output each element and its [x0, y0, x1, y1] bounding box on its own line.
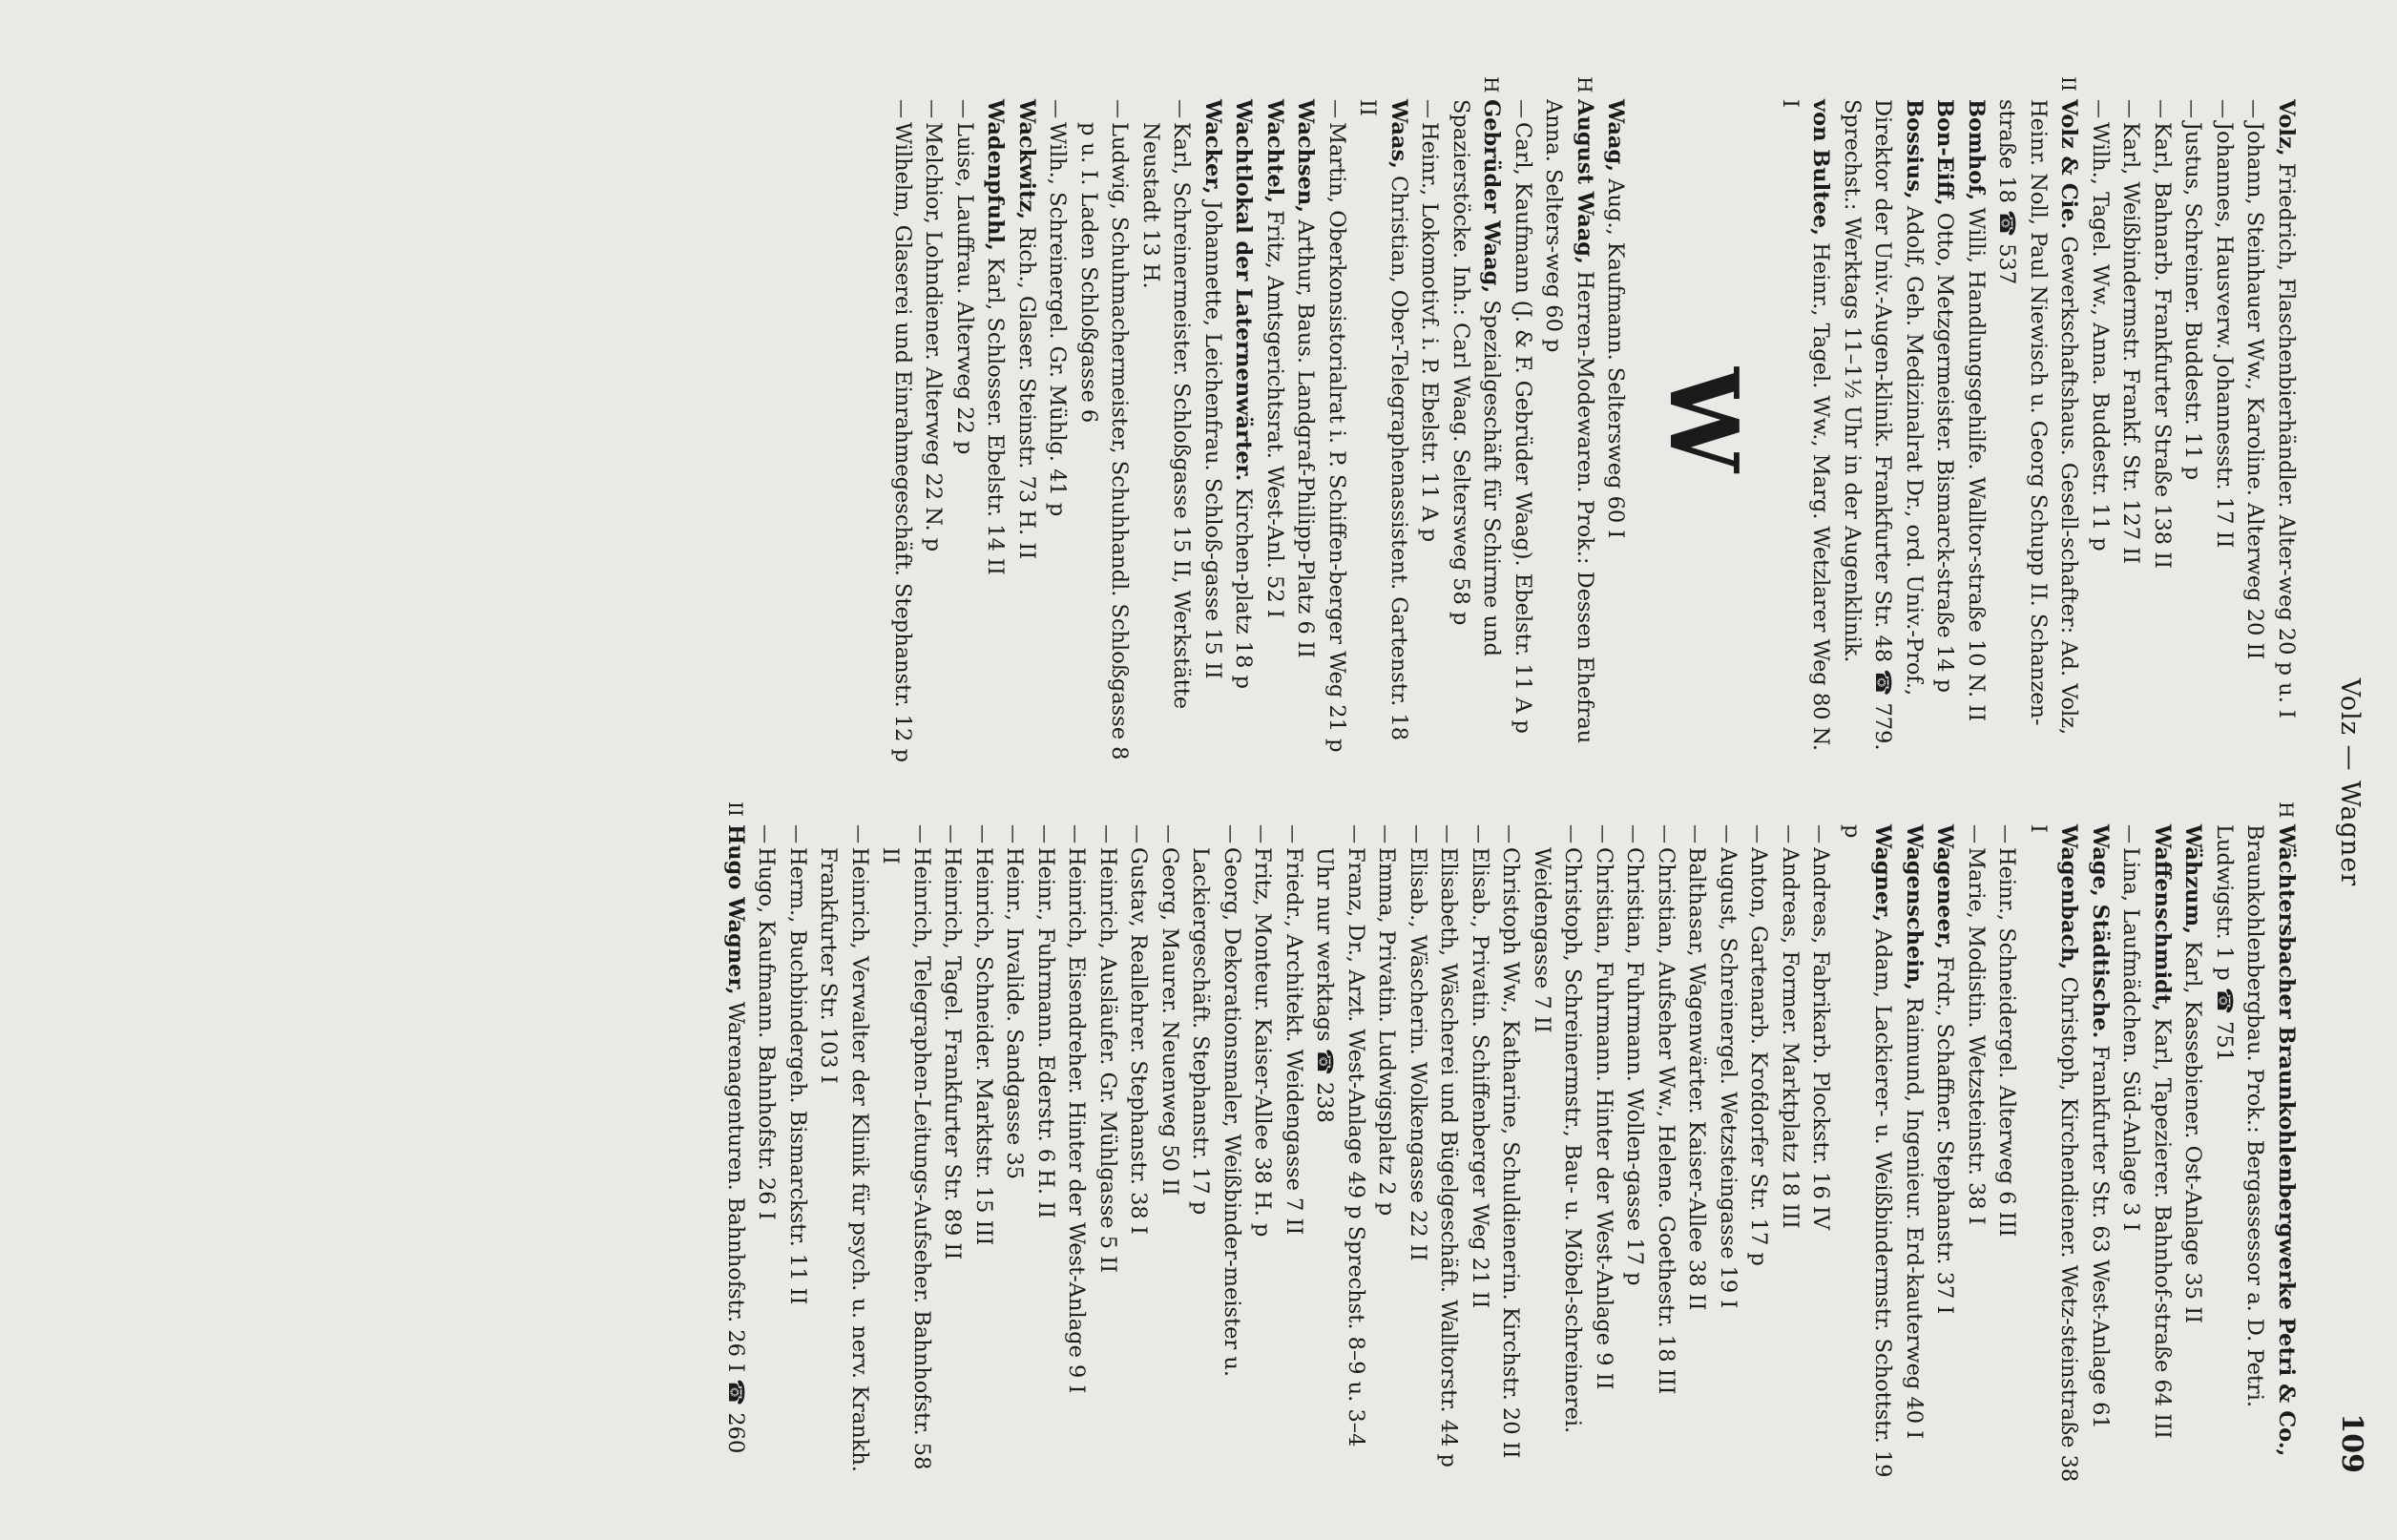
entry-text: Fritz, Amtsgerichtsrat. West-Anl. 52 I: [1262, 203, 1287, 618]
entry-text: Raimund, Ingenieur. Erd-kauterweg 40 I: [1902, 990, 1927, 1440]
directory-entry: [1446, 76, 1508, 763]
directory-entry: [1011, 76, 1043, 763]
entry-marker: —: [891, 99, 914, 118]
directory-entry: [1837, 76, 1930, 763]
entry-marker: H: [1480, 76, 1504, 94]
entry-name: Bomhof,: [1964, 99, 1989, 201]
directory-entry: [1414, 76, 1446, 763]
directory-entry: [2147, 76, 2178, 763]
entry-text: Rich., Glaser. Steinstr. 73 H. II: [1014, 219, 1039, 560]
entry-text: Wilhelm, Glaserei und Einrahmegeschäft. Stephanstr. 12 p: [890, 122, 915, 762]
directory-entry: [1260, 76, 1291, 763]
directory-entry: [2023, 801, 2085, 1488]
entry-text: Karl, Tapezierer. Bahnhof-straße 64 III: [2150, 1011, 2175, 1439]
directory-entry: [1929, 76, 1961, 763]
entry-text: Elisabeth, Wäscherei und Bügelgeschäft. Walltorstr. 44 p: [1436, 847, 1462, 1467]
entry-name: Wachtel,: [1262, 99, 1287, 204]
directory-entry: [1279, 801, 1310, 1488]
entry-text: Heinrich, Schneider. Marktstr. 15 III: [971, 847, 996, 1246]
directory-entry: [720, 801, 752, 1488]
entry-text: Karl, Kassebiener. Ost-Anlage 35 II: [2180, 934, 2206, 1324]
entry-marker: —: [910, 824, 933, 843]
entry-text: Johannes, Hausverw. Johannesstr. 17 II: [2212, 122, 2237, 549]
entry-text: Ludwig, Schuhmachermeister, Schuhhandl. Schloßgasse 8 p u. I. Laden Schloßgasse 6: [1076, 122, 1133, 760]
entry-name: Wagenbach,: [2056, 824, 2082, 970]
entry-text: Herm., Buchbindergeh. Bismarckstr. 11 II: [785, 847, 810, 1305]
entry-marker: —: [2181, 99, 2205, 118]
entry-text: Wilh., Tagel. Ww., Anna. Buddestr. 11 p: [2088, 122, 2113, 551]
entry-text: Johannette, Leichenfrau. Schloß-gasse 15 II: [1200, 194, 1225, 679]
entry-text: Lina, Laufmädchen. Süd-Anlage 3 I: [2118, 847, 2144, 1232]
entry-text: Frdr., Schaffner. Stephanstr. 37 I: [1932, 948, 1958, 1315]
entry-text: Balthasar, Wagenwärter. Kaiser-Allee 38 II: [1684, 847, 1710, 1311]
entry-name: Wagner,: [1870, 824, 1896, 923]
directory-entry: [1352, 76, 1414, 763]
entry-text: Wilh., Schreinergel. Gr. Mühlg. 41 p: [1045, 122, 1071, 517]
entry-name: von Bultee,: [1808, 99, 1834, 237]
entry-text: Elisab., Privatin. Schiffenberger Weg 21 II: [1468, 847, 1492, 1309]
directory-entry: [1433, 801, 1465, 1488]
entry-name: Volz & Cie.: [2056, 99, 2082, 230]
entry-text: Marie, Modistin. Wetzsteinstr. 38 I: [1964, 847, 1989, 1225]
directory-entry: [1991, 801, 2023, 1488]
entry-marker: —: [1096, 824, 1119, 843]
entry-name: Waag,: [1603, 99, 1629, 173]
entry-text: Emma, Privatin. Ludwigsplatz 2 p: [1374, 847, 1400, 1217]
entry-marker: —: [2119, 99, 2143, 118]
directory-entry: [1198, 76, 1229, 763]
directory-entry: [782, 801, 814, 1488]
directory-entry: [1775, 801, 1806, 1488]
entry-name: Wackwitz,: [1014, 99, 1039, 220]
directory-entry: [1290, 76, 1322, 763]
directory-entry: [1061, 801, 1093, 1488]
entry-name: Waffenschmidt,: [2150, 824, 2175, 1012]
directory-entry: [949, 76, 981, 763]
entry-marker: —: [1469, 824, 1491, 843]
entry-text: Martin, Oberkonsistorialrat i. P. Schiffen-berger Weg 21 p: [1324, 122, 1349, 753]
entry-text: Fritz, Monteur. Kaiser-Allee 38 H. p: [1250, 847, 1276, 1238]
entry-marker: —: [1127, 824, 1151, 843]
entry-text: Heinr., Tagel. Ww., Marg. Wetzlarer Weg 80 N. I: [1778, 99, 1834, 751]
entry-marker: —: [1375, 824, 1399, 843]
directory-entry: [2116, 801, 2147, 1488]
entry-text: Heinr., Invalide. Sandgasse 35: [1002, 847, 1028, 1180]
entry-text: Johann, Steinhauer Ww., Karoline. Alterweg 20 II: [2242, 122, 2268, 660]
entry-text: Spezialgeschäft für Schirme und Spazierstöcke. Inh.: Carl Waag. Seltersweg 58 p: [1449, 99, 1505, 656]
directory-entry: [1527, 801, 1589, 1488]
entry-marker: —: [1685, 824, 1709, 843]
entry-marker: —: [755, 824, 779, 843]
directory-entry: [1589, 801, 1620, 1488]
entry-text: Otto, Metzgermeister. Bismarck-straße 14 p: [1932, 205, 1958, 693]
directory-entry: [1042, 76, 1073, 763]
directory-entry: [1465, 801, 1496, 1488]
entry-text: Franz, Dr., Arzt. West-Anlage 49 p Sprechst. 8–9 u. 3–4 Uhr nur werktags ☎ 238: [1312, 847, 1368, 1447]
entry-marker: II: [2057, 76, 2081, 92]
entry-marker: —: [1046, 99, 1070, 118]
entry-text: Andreas, Fabrikarb. Plockstr. 16 IV: [1808, 847, 1834, 1231]
entry-name: Wagenschein,: [1902, 824, 1927, 991]
entry-marker: —: [1809, 824, 1833, 843]
entry-marker: —: [1034, 824, 1057, 843]
entry-marker: —: [1344, 824, 1367, 843]
entry-name: August Waag,: [1573, 99, 1597, 264]
entry-marker: —: [1108, 99, 1132, 118]
directory-entry: [1495, 801, 1527, 1488]
entry-text: Christoph, Kirchendiener. Wetz-steinstraße 38 I: [2026, 824, 2082, 1483]
entry-text: Christian, Fuhrmann. Hinter der West-Anlage 9 II: [1592, 847, 1616, 1390]
page-header: [2319, 86, 2376, 1479]
entry-text: Heinrich, Tagel. Frankfurter Str. 89 II: [940, 847, 966, 1260]
directory-entry: [2147, 801, 2178, 1488]
directory-entry: [751, 801, 782, 1488]
entry-text: Gewerkschaftshaus. Gesell-schafter: Ad. Volz, Heinr. Noll, Paul Niewisch u. Georg Schupp II. Schanzen-straße 18 ☎ 537: [1994, 99, 2082, 736]
entry-text: Karl, Schlosser. Ebelstr. 14 II: [983, 250, 1009, 575]
entry-text: Carl, Kaufmann (J. & F. Gebrüder Waag). Ebelstr. 11 A p: [1511, 122, 1535, 734]
entry-marker: —: [1965, 824, 1988, 843]
directory-entry: [1713, 801, 1744, 1488]
entry-text: Hugo, Kaufmann. Bahnhofstr. 26 I: [754, 847, 780, 1220]
entry-name: Wacker,: [1200, 99, 1225, 195]
entry-marker: —: [1511, 99, 1534, 118]
entry-marker: —: [1779, 824, 1802, 843]
directory-entry: [1600, 76, 1632, 763]
directory-entry: [1371, 801, 1403, 1488]
entry-name: Waas,: [1386, 99, 1411, 169]
entry-name: Gebrüder Waag,: [1479, 99, 1505, 294]
directory-entry: [1031, 801, 1062, 1488]
entry-marker: —: [786, 824, 809, 843]
entry-text: Adam, Lackierer- u. Weißbindermstr. Schottstr. 19 p: [1840, 824, 1896, 1478]
entry-name: Wachsen,: [1293, 99, 1319, 214]
directory-entry: [2085, 76, 2116, 763]
entry-text: Adolf, Geh. Medizinalrat Dr., ord. Univ.-Prof., Direktor der Univ.-Augen-klinik. Frankfurter Str. 48 ☎ 779. Sprechst.: Werktags 11–1½ Uhr in der Augenklinik.: [1840, 99, 1927, 751]
entry-marker: —: [2151, 99, 2174, 118]
running-head: Volz — Wagner: [2335, 677, 2365, 887]
entry-text: Karl, Schreinermeister. Schloßgasse 15 II, Werkstätte Neustadt 13 H.: [1138, 122, 1195, 710]
entry-text: Herren-Modewaren. Prok.: Dessen Ehefrau Anna. Selters-weg 60 p: [1541, 99, 1597, 744]
entry-marker: H: [1574, 76, 1596, 94]
entry-text: Heinrich, Telegraphen-Leitungs-Aufseher. Bahnhofstr. 58 II: [878, 847, 934, 1470]
directory-entry: [813, 801, 875, 1488]
directory-entry: [1775, 76, 1837, 763]
entry-marker: —: [1995, 824, 2019, 843]
entry-marker: —: [1325, 99, 1348, 118]
entry-name: Bossius,: [1902, 99, 1927, 199]
entry-text: Heinr., Schneidergel. Alterweg 6 III: [1994, 847, 2020, 1238]
entry-text: Heinrich, Eisendreher. Hinter der West-Anlage 9 I: [1064, 847, 1090, 1394]
entry-name: Wachtlokal der Laternenwärter.: [1231, 99, 1257, 482]
entry-marker: —: [941, 824, 965, 843]
directory-entry: [1073, 76, 1136, 763]
entry-marker: —: [848, 824, 871, 843]
entry-text: Braunkohlenbergbau. Prok.: Bergassessor a. D. Petri. Ludwigstr. 1 p ☎ 751: [2212, 824, 2268, 1408]
entry-name: Hugo Wagner,: [723, 824, 748, 995]
directory-entry: [887, 76, 919, 763]
entry-text: Luise, Lauffrau. Alterweg 22 p: [952, 122, 977, 455]
directory-entry: [2240, 76, 2271, 763]
entry-marker: H: [2275, 801, 2298, 819]
entry-marker: —: [1561, 824, 1585, 843]
entry-text: Christoph Ww., Katharine, Schuldienerin. Kirchstr. 20 II: [1498, 847, 1524, 1459]
directory-entry: [1837, 801, 1899, 1488]
entry-marker: —: [1437, 824, 1461, 843]
directory-entry: [2178, 801, 2209, 1488]
entry-text: Willi, Handlungsgehilfe. Walltor-straße 10 N. II: [1964, 200, 1989, 722]
directory-entry: [1136, 76, 1198, 763]
directory-entry: [1508, 76, 1539, 763]
directory-entry: [1247, 801, 1279, 1488]
directory-entry: [2178, 76, 2209, 763]
entry-text: Arthur, Baus. Landgraf-Philipp-Platz 6 II: [1293, 213, 1319, 658]
entry-marker: —: [2119, 824, 2143, 843]
entry-text: Karl, Bahnarb. Frankfurter Straße 138 II: [2150, 122, 2175, 570]
entry-text: Christian, Fuhrmann. Wollen-gasse 17 p: [1622, 847, 1648, 1286]
directory-entry: [1805, 801, 1837, 1488]
entry-text: Georg, Maurer. Neuenweg 50 II: [1157, 847, 1182, 1196]
directory-entry: [1403, 801, 1434, 1488]
entry-text: Kirchen-platz 18 p: [1231, 481, 1257, 689]
entry-text: Melchior, Lohndiener. Alterweg 22 N. p: [921, 122, 947, 552]
entry-text: Aug., Kaufmann. Seltersweg 60 I: [1603, 172, 1629, 539]
entry-text: Gustav, Reallehrer. Stephanstr. 38 I: [1126, 847, 1152, 1235]
entry-text: Heinrich, Ausläufer. Gr. Mühlgasse 5 II: [1095, 847, 1120, 1273]
entry-marker: —: [2243, 99, 2267, 118]
directory-entry: [1929, 801, 1961, 1488]
entry-text: Friedr., Architekt. Weidengasse 7 II: [1282, 847, 1306, 1236]
directory-entry: [1651, 801, 1682, 1488]
entry-marker: —: [972, 824, 995, 843]
entry-marker: —: [1407, 824, 1429, 843]
directory-entry: [1961, 801, 1992, 1488]
entry-text: Justus, Schreiner. Buddestr. 11 p: [2180, 122, 2206, 481]
entry-text: August, Schreinergel. Wetzsteingasse 19 I: [1716, 847, 1740, 1309]
entry-text: Frankfurter Str. 63 West-Anlage 61: [2088, 1038, 2113, 1429]
directory-entry: [980, 76, 1011, 763]
entry-marker: —: [1655, 824, 1678, 843]
entry-marker: II: [724, 801, 747, 817]
directory-entry: [918, 76, 949, 763]
entry-name: Wähzum,: [2180, 824, 2206, 935]
entry-text: Christoph, Schreinermstr., Bau- u. Möbel-schreinerei. Weidengasse 7 II: [1530, 847, 1586, 1434]
directory-entry: [1322, 76, 1353, 763]
entry-text: Georg, Dekorationsmaler, Weißbinder-meister u. Lackiergeschäft. Stephanstr. 17 p: [1188, 847, 1244, 1377]
entry-marker: —: [1623, 824, 1647, 843]
directory-entry: [1991, 76, 2085, 763]
entry-text: Heinr., Fuhrmann. Ederstr. 6 H. II: [1033, 847, 1058, 1218]
entry-marker: —: [1065, 824, 1089, 843]
entry-text: Elisab., Wäscherin. Wolkengasse 22 II: [1406, 847, 1430, 1261]
directory-entry: [1123, 801, 1155, 1488]
entry-text: Warenagenturen. Bahnhofstr. 26 I ☎ 260: [723, 994, 748, 1454]
entry-marker: —: [1158, 824, 1181, 843]
entry-marker: —: [1499, 824, 1523, 843]
directory-entry: [1899, 801, 1930, 1488]
directory-entry: [2209, 76, 2241, 763]
directory-entry: [1743, 801, 1775, 1488]
directory-entry: [2271, 76, 2303, 763]
directory-entry: [1155, 801, 1186, 1488]
directory-entry: [2116, 76, 2147, 763]
entry-marker: —: [1251, 824, 1275, 843]
right-column: [720, 801, 2303, 1488]
entry-marker: —: [1418, 99, 1442, 118]
entry-text: Christian, Ober-Telegraphenassistent. Gartenstr. 18 II: [1355, 99, 1411, 741]
section-letter: W: [1648, 366, 1759, 473]
directory-entry: [875, 801, 937, 1488]
directory-entry: [1961, 76, 1992, 763]
entry-text: Heinr., Lokomotivf. i. P. Ebelstr. 11 A p: [1417, 122, 1443, 543]
entry-marker: —: [1220, 824, 1243, 843]
entry-name: Wadenpfuhl,: [983, 99, 1009, 251]
directory-entry: [1228, 76, 1260, 763]
entry-name: Wächtersbacher Braunkohlenbergwerke Petri & Co.,: [2274, 824, 2299, 1457]
entry-marker: —: [922, 99, 946, 118]
directory-entry: [2209, 801, 2303, 1488]
entry-name: Bon-Eiff,: [1932, 99, 1958, 206]
entry-marker: —: [1747, 824, 1771, 843]
entry-marker: —: [1170, 99, 1194, 118]
entry-marker: —: [2089, 99, 2112, 118]
directory-entry: [999, 801, 1031, 1488]
directory-entry: [1093, 801, 1124, 1488]
directory-entry: [969, 801, 1000, 1488]
directory-entry: [1619, 801, 1651, 1488]
entry-name: Wage, Städtische.: [2088, 824, 2113, 1039]
entry-marker: —: [953, 99, 976, 118]
directory-entry: [1309, 801, 1371, 1488]
entry-marker: —: [2213, 99, 2236, 118]
left-column: [887, 76, 2303, 763]
entry-marker: —: [1282, 824, 1305, 843]
entry-text: Anton, Gartenarb. Krofdorfer Str. 17 p: [1746, 847, 1772, 1266]
entry-text: Friedrich, Flaschenbierhändler. Alter-weg 20 p u. I: [2274, 156, 2299, 718]
directory-entry: [1538, 76, 1600, 763]
entry-name: Volz,: [2274, 99, 2299, 156]
directory-entry: [1185, 801, 1247, 1488]
entry-text: Christian, Aufseher Ww., Helene. Goethestr. 18 III: [1654, 847, 1678, 1395]
entry-marker: —: [1593, 824, 1615, 843]
directory-entry: [937, 801, 969, 1488]
entry-text: Andreas, Former. Marktplatz 18 III: [1778, 847, 1803, 1229]
entry-name: Wageneer,: [1932, 824, 1958, 949]
directory-entry: [2085, 801, 2116, 1488]
directory-entry: [1681, 801, 1713, 1488]
entry-marker: —: [1717, 824, 1740, 843]
entry-marker: —: [1003, 824, 1027, 843]
page-number: 109: [2335, 1413, 2368, 1473]
entry-text: Karl, Weißbindermstr. Frankf. Str. 127 II: [2118, 122, 2144, 565]
entry-text: Heinrich, Verwalter der Klinik für psych. u. nerv. Krankh. Frankfurter Str. 103 I: [816, 847, 872, 1472]
